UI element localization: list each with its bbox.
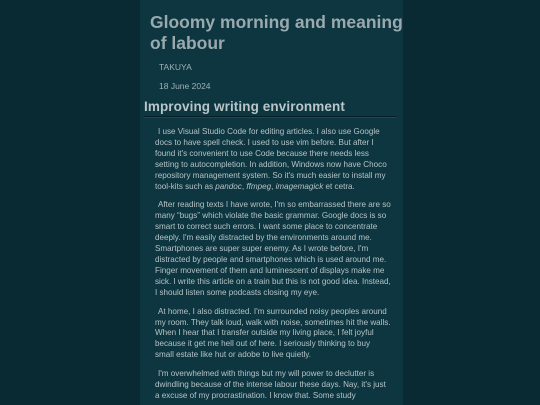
separator: , xyxy=(271,181,276,191)
separator: , xyxy=(241,181,247,191)
article-paragraph: At home, I also distracted. I'm surrounded noisy peoples around my room. They talk loud, walk with noise, sometimes hit the walls. When I hear that I transfer outside my living place, I felt joyful because it get me hell out of here. I seriously thinking to buy small estate like hut or adobe to live quietly. xyxy=(155,306,391,360)
article-paragraph: I'm overwhelmed with things but my will power to declutter is dwindling because of the intense labour these days. Nay, it's just a excuse of my procrastination. I know that. Some study xyxy=(155,369,386,400)
post-author[interactable]: TAKUYA xyxy=(159,62,192,72)
tool-name-ffmpeg: ffmpeg xyxy=(246,181,272,191)
paragraph-text: et cetra. xyxy=(323,181,355,191)
paragraph-text: I use Visual Studio Code for editing articles. I also use Google docs to have spell check. I used to use vim before. But after I found it's convenient to use Code because there needs less setting to autocompletion. In addition, Windows now have Choco repository management system. So it's much easier to install my tool-kits such as xyxy=(155,127,387,191)
post-date: 18 June 2024 xyxy=(159,81,211,91)
article-paragraph: After reading texts I have wrote, I'm so embarrassed there are so many “bugs” which violate the basic grammar. Google docs is so smart to correct such errors. I want some place to concentrate deeply. I'm easily distracted by the environments around me. Smartphones are super super enemy. As I wrote before, I'm distracted by people and smartphones which is used around me. Finger movement of them and luminescent of displays make me sick. I write this article on a train but this is not good idea. Instead, I should listen some podcasts closing my eye. xyxy=(155,200,391,297)
tool-name-imagemagick: imagemagick xyxy=(275,181,324,191)
article-body xyxy=(155,127,391,405)
tool-name-pandoc: pandoc xyxy=(215,181,242,191)
post-title: Gloomy morning and meaning of labour xyxy=(150,12,403,53)
section-heading: Improving writing environment xyxy=(144,99,345,114)
heading-divider xyxy=(144,116,397,118)
article-paragraph xyxy=(155,127,391,192)
